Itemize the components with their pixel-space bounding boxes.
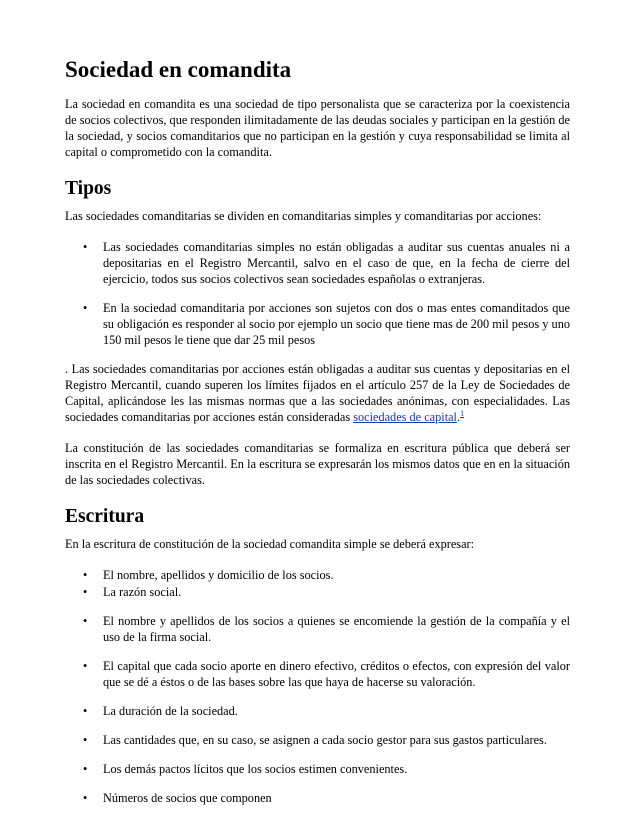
section-heading-tipos: Tipos (65, 178, 112, 199)
list-item (65, 658, 570, 690)
list-item-text: Las cantidades que, en su caso, se asignen a cada socio gestor para sus gastos particulares. (103, 733, 547, 747)
bullet-icon: • (83, 585, 88, 599)
list-item-text: El nombre y apellidos de los socios a quienes se encomiende la gestión de la compañía y el uso de la firma social. (103, 614, 570, 644)
bullet-icon: • (83, 762, 88, 776)
list-item-text: La duración de la sociedad. (103, 704, 238, 718)
bullet-icon: • (83, 659, 88, 673)
tipos-paragraph-1 (65, 361, 570, 425)
bullet-icon: • (83, 614, 88, 628)
list-item (65, 703, 570, 719)
intro-paragraph: La sociedad en comandita es una sociedad de tipo personalista que se caracteriza por la coexistencia de socios colectivos, que responden ilimitadamente de las deudas sociales y participan en la gestión de la sociedad, y socios comanditarios que no participan en la gestión y cuya responsabilidad se limita al capital o comprometido con la comandita. (65, 97, 570, 159)
tipos-list (65, 239, 570, 348)
bullet-icon: • (83, 791, 88, 805)
link-suffix: . (456, 410, 461, 424)
tipos-lead: Las sociedades comanditarias se dividen en comanditarias simples y comanditarias por acciones: (65, 209, 542, 223)
page-title: Sociedad en comandita (65, 57, 292, 82)
list-item (65, 790, 570, 806)
bullet-icon: • (83, 240, 88, 254)
list-item-text: El capital que cada socio aporte en dinero efectivo, créditos o efectos, con expresión del valor que se dé a éstos o de las bases sobre las que haya de hacerse su valoración. (103, 659, 570, 689)
tipos-paragraph-2: La constitución de las sociedades comanditarias se formaliza en escritura pública que deberá ser inscrita en el Registro Mercantil. En la escritura se expresarán los mismos datos que en en la situación de las sociedades colectivas. (65, 441, 570, 487)
list-item (65, 300, 570, 348)
list-item (65, 584, 570, 600)
bullet-icon: • (83, 704, 88, 718)
list-item (65, 613, 570, 645)
list-item-text: La razón social. (103, 585, 182, 599)
footnote-link[interactable]: 1 (460, 408, 465, 418)
list-item-text: Las sociedades comanditarias simples no están obligadas a auditar sus cuentas anuales ni a depositarias en el Registro Mercantil, salvo en el caso de que, en la fecha de cierre del ejercicio, todos sus socios colectivos sean sociedades españolas o extranjeras. (103, 240, 570, 286)
escritura-list (65, 567, 570, 806)
sociedades-de-capital-link[interactable]: sociedades de capital (353, 410, 457, 424)
document-page (65, 50, 570, 807)
escritura-lead: En la escritura de constitución de la sociedad comandita simple se deberá expresar: (65, 537, 475, 551)
list-item (65, 239, 570, 287)
list-item-text: Los demás pactos lícitos que los socios estimen convenientes. (103, 762, 408, 776)
tipos-paragraph-1-text: . Las sociedades comanditarias por acciones están obligadas a auditar sus cuentas y depositarias en el Registro Mercantil, cuando superen los límites fijados en el artículo 257 de la Ley de Sociedades de Capital, aplicándose les las mismas normas que a las sociedades anónimas, con especialidades. Las sociedades comanditarias por acciones están consideradas (65, 362, 570, 424)
bullet-icon: • (83, 301, 88, 315)
bullet-icon: • (83, 733, 88, 747)
bullet-icon: • (83, 568, 88, 582)
list-item-text: En la sociedad comanditaria por acciones son sujetos con dos o mas entes comanditados que su obligación es responder al socio por ejemplo un socio que tiene mas de 200 mil pesos y uno 150 mil pesos le tiene que dar 25 mil pesos (103, 301, 570, 347)
list-item (65, 567, 570, 583)
list-item-text: Números de socios que componen (103, 791, 272, 805)
list-item (65, 761, 570, 777)
section-heading-escritura: Escritura (65, 506, 145, 527)
list-item-text: El nombre, apellidos y domicilio de los socios. (103, 568, 334, 582)
list-item (65, 732, 570, 748)
